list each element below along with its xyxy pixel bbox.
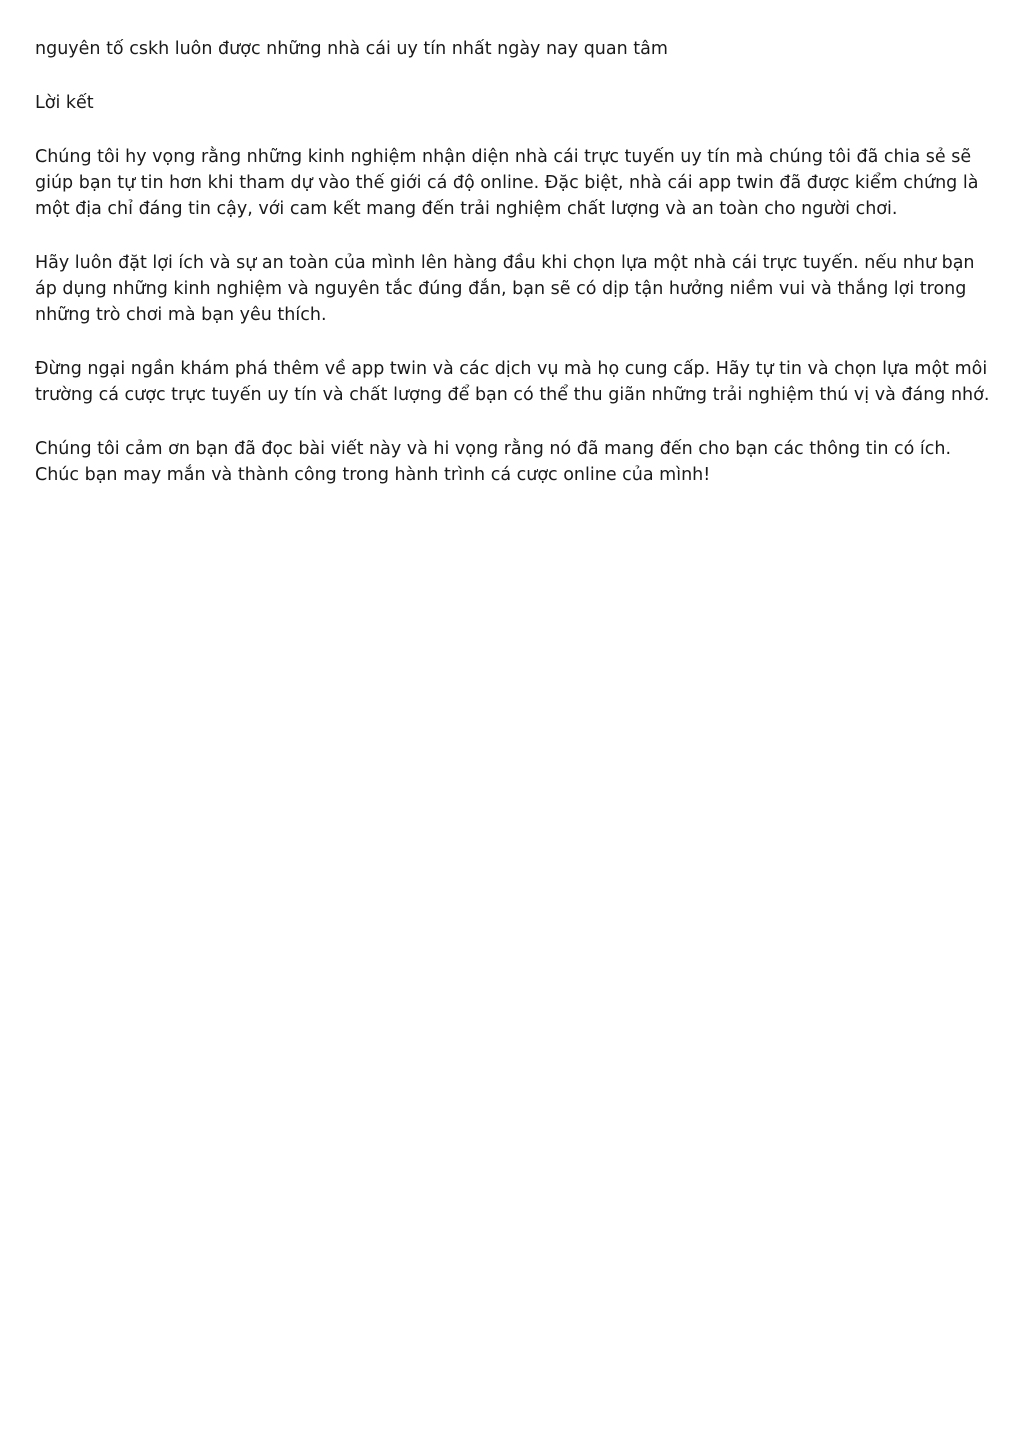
paragraph-safety: Hãy luôn đặt lợi ích và sự an toàn của mình lên hàng đầu khi chọn lựa một nhà cái trực tuyến. nếu như bạn áp dụng những kinh nghiệm và nguyên tắc đúng đắn, bạn sẽ có dịp tận hưởng niềm vui và thắng lợi trong những trò chơi mà bạn yêu thích. xyxy=(35,253,975,325)
section-heading-conclusion: Lời kết xyxy=(35,93,94,113)
paragraph-hope: Chúng tôi hy vọng rằng những kinh nghiệm nhận diện nhà cái trực tuyến uy tín mà chúng tôi đã chia sẻ sẽ giúp bạn tự tin hơn khi tham dự vào thế giới cá độ online. Đặc biệt, nhà cái app twin đã được kiểm chứng là một địa chỉ đáng tin cậy, với cam kết mang đến trải nghiệm chất lượng và an toàn cho người chơi. xyxy=(35,147,979,219)
document-page xyxy=(35,36,995,516)
paragraph-intro: nguyên tố cskh luôn được những nhà cái uy tín nhất ngày nay quan tâm xyxy=(35,39,668,59)
paragraph-explore: Đừng ngại ngần khám phá thêm về app twin và các dịch vụ mà họ cung cấp. Hãy tự tin và chọn lựa một môi trường cá cược trực tuyến uy tín và chất lượng để bạn có thể thu giãn những trải nghiệm thú vị và đáng nhớ. xyxy=(35,359,990,405)
paragraph-thanks: Chúng tôi cảm ơn bạn đã đọc bài viết này và hi vọng rằng nó đã mang đến cho bạn các thông tin có ích. Chúc bạn may mắn và thành công trong hành trình cá cược online của mình! xyxy=(35,439,952,485)
